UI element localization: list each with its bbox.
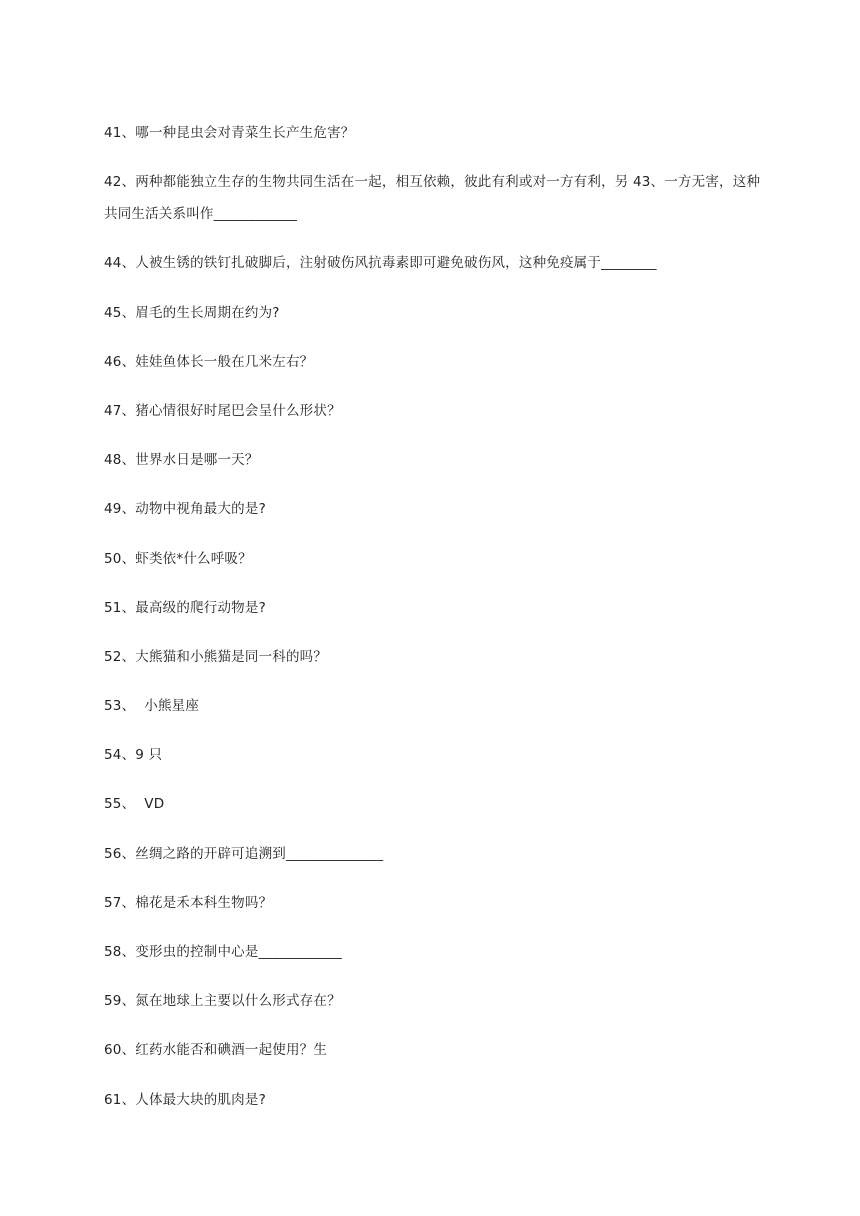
question-51: 51、最高级的爬行动物是?: [104, 599, 266, 616]
question-56: 56、丝绸之路的开辟可追溯到______________: [104, 845, 384, 862]
question-52: 52、大熊猫和小熊猫是同一科的吗？: [104, 648, 328, 665]
question-44: 44、人被生锈的铁钉扎破脚后，注射破伤风抗毒素即可避免破伤风，这种免疫属于________: [104, 255, 657, 272]
question-59: 59、氮在地球上主要以什么形式存在？: [104, 993, 341, 1010]
question-41: 41、哪一种昆虫会对青菜生长产生危害？: [104, 125, 355, 141]
question-50: 50、虾类依*什么呼吸？: [104, 550, 252, 567]
question-61: 61、人体最大块的肌肉是?: [104, 1091, 266, 1108]
question-49: 49、动物中视角最大的是?: [104, 501, 266, 518]
question-57: 57、棉花是禾本科生物吗？: [104, 894, 273, 911]
question-45: 45、眉毛的生长周期在约为?: [104, 304, 280, 321]
question-55: 55、 VD: [104, 796, 165, 813]
question-42: 42、两种都能独立生存的生物共同生活在一起，相互依赖，彼此有利或对一方有利，另 43、一方无害，这种共同生活关系叫作____________: [104, 174, 761, 223]
question-list: [104, 122, 764, 1138]
question-48: 48、世界水日是哪一天？: [104, 452, 259, 469]
question-47: 47、猪心情很好时尾巴会呈什么形状？: [104, 402, 341, 419]
question-60: 60、红药水能否和碘酒一起使用？生: [104, 1042, 328, 1059]
question-53: 53、 小熊星座: [104, 698, 200, 715]
question-54: 54、9 只: [104, 747, 163, 764]
question-46: 46、娃娃鱼体长一般在几米左右？: [104, 353, 314, 370]
question-58: 58、变形虫的控制中心是____________: [104, 944, 342, 960]
